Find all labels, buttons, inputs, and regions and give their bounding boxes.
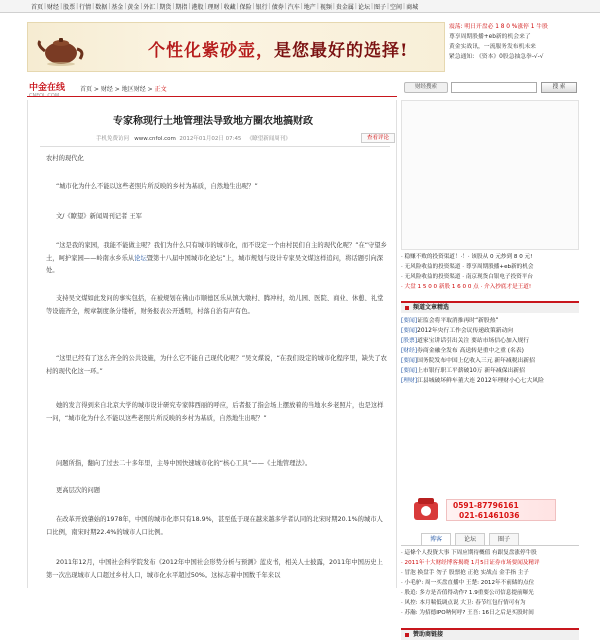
nav-separator: | (300, 2, 303, 10)
nav-separator: | (252, 2, 255, 10)
phone-icon (411, 496, 441, 524)
article-paragraph: 问题所指，翻向了过去二十多年里，主导中国快速城市化的“核心工具”——《土地管理法》。 (56, 460, 312, 467)
blog-list (401, 548, 579, 618)
nav-link[interactable]: 商城 (406, 3, 419, 11)
ad-link[interactable]: 紧急通知: 《资本》0股急抽急拳-√-√ (449, 54, 544, 60)
sidebar-ad-slot (401, 100, 579, 250)
list-item[interactable]: [股票]道家宝讲话引出关注 要站市场信心加入规行 (401, 338, 530, 344)
search-input[interactable] (451, 82, 537, 93)
nav-link[interactable]: 视频 (319, 3, 332, 11)
nav-link[interactable]: 地产 (303, 3, 316, 11)
breadcrumb: 首页 > 财经 > 地区财经 > 正文 (80, 86, 167, 93)
article-paragraph: 2011年12月，中国社会科学院发布《2012年中国社会形势分析与预测》蓝皮书，相关人士披露，2011年中国历史上第一次出现城市人口超过乡村人口，城市化水平超过50%。这标志着中国数千年来以 (46, 559, 383, 579)
list-item[interactable]: · 风控: 本月喘低调点说 大卫: 春节红包行情可有为 (401, 600, 526, 606)
view-comments-button[interactable]: 查看评论 (361, 133, 395, 143)
list-item[interactable]: · 小毛驴: 周一买盘直播中 王楚: 2012年不前储的点位 (401, 580, 535, 586)
nav-separator: | (268, 2, 271, 10)
teapot-image (36, 29, 86, 67)
hotline-number: 021-61461036 (459, 511, 520, 520)
nav-link[interactable]: 数据 (95, 3, 108, 11)
list-item[interactable]: · 這條个人投資大事 下周应期待概值 有跟复盘涨停牛股 (401, 550, 537, 556)
crumb-finance[interactable]: 财经 (100, 86, 113, 93)
list-item[interactable]: · 冒泡 换盘手 勿子 股票抢 正抢 实战点 金手指 主子 (401, 570, 529, 576)
crumb-region[interactable]: 地区财经 (121, 86, 146, 93)
list-item[interactable]: · 苏瀚: 为招德IPO呐何呼? 王吾: 16日之后是买股时间 (401, 610, 534, 616)
section-header-articles: 频道文章精选 (401, 301, 579, 313)
nav-separator: | (370, 2, 373, 10)
ticker-link[interactable]: · 稳赚不败的投资渠道！·！· 该股从 0 元炒到 8 0 元! (401, 254, 533, 260)
search-bar (404, 81, 579, 95)
nav-separator: | (316, 2, 319, 10)
nav-link[interactable]: 财经 (47, 3, 60, 11)
article-paragraph: 她的发言得到来自北京大学的城市设计研究专家韩西丽的呼应，后者报了指会场上摆放着的当地水乡老照片，也是这样一问，“城市化为什么不能以这些老照片所反映的乡村为基质，自然地生出呢？” (46, 402, 384, 422)
hotline-number: 0591-87796161 (453, 501, 519, 510)
article-source: 《瞭望新闻周刊》 (246, 136, 291, 142)
nav-link[interactable]: 图子 (373, 3, 386, 11)
list-item[interactable]: · 股追: 多方是否值得动作? 1.9重要公司信息提前曝光 (401, 590, 534, 596)
publish-date: 2012年01月02日 07:45 (179, 136, 242, 142)
nav-link[interactable]: 外汇 (143, 3, 156, 11)
article-paragraph: 在改革开放肇始的1978年，中国的城市化率只有18.9%，甚至低于现在越来越多学者认同的北宋时期20.1%的城市人口比例，南宋时期22.4%的城市人口比例。 (46, 516, 383, 536)
article-paragraph: 文/《瞭望》新闻周刊记者 王军 (56, 213, 142, 220)
search-button[interactable]: 搜 索 (541, 82, 577, 93)
article-body (27, 100, 397, 588)
ad-link[interactable]: 震荡: 明日开盘必 1 8 0 %涨停 1 牛股 (449, 24, 548, 30)
sidebar-tabs (401, 533, 579, 546)
nav-link[interactable]: 论坛 (357, 3, 370, 11)
divider (40, 146, 390, 147)
article-paragraph: “城市化为什么不能以这些老照片所反映的乡村为基质，自然地生出呢？” (56, 183, 258, 190)
nav-separator: | (403, 2, 406, 10)
nav-link[interactable]: 贵金属 (335, 3, 354, 11)
nav-separator: | (332, 2, 335, 10)
nav-separator: | (44, 2, 47, 10)
mobile-link[interactable]: 手机免费访问 (96, 136, 130, 142)
crumb-home[interactable]: 首页 (80, 86, 93, 93)
ad-banner[interactable] (27, 22, 445, 72)
nav-separator: | (172, 2, 175, 10)
ad-text-links[interactable] (449, 22, 579, 72)
nav-link[interactable]: 收藏 (223, 3, 236, 11)
banner-headline: 个性化紫砂壶，是您最好的选择! (148, 41, 409, 61)
forum-link[interactable]: 论坛 (134, 254, 147, 262)
nav-link[interactable]: 保险 (239, 3, 252, 11)
nav-link[interactable]: 期货 (159, 3, 172, 11)
nav-separator: | (354, 2, 357, 10)
nav-link[interactable]: 股票 (63, 3, 76, 11)
article-paragraph: 支持吴文煤如此发问的事实包括，在被规划在佛山市顺德区乐从镇大墩村、腾冲村，幼儿园、医院、商业、休憩、礼堂等设施齐全，规章制度条分缕析，财务报表公开透明，村落自治有声有色。 (46, 295, 384, 315)
tab-circle[interactable]: 圈子 (489, 533, 519, 545)
list-item[interactable]: · 2011年十大财经博客揭晓 1月5日证券市场要闻及精评 (401, 560, 540, 566)
tab-blog[interactable]: 博客 (421, 533, 451, 545)
nav-link[interactable]: 首页 (31, 3, 44, 11)
article-paragraph: “这里已经有了这么齐全的公共设施，为什么它不能自己现代化呢？”吴文煤说，“在我们设定的城市化程序里，缺失了农村的现代化这一环。” (46, 355, 387, 375)
article-subheading: 更高层次的问题 (56, 487, 101, 494)
site-url[interactable]: www.cnfol.com (134, 136, 176, 142)
section-header-sponsor: 赞助商链接 (401, 628, 579, 640)
article-meta (96, 134, 291, 142)
hotline-box (446, 499, 556, 521)
nav-link[interactable]: 基金 (111, 3, 124, 11)
article-list (401, 316, 579, 386)
right-sidebar (401, 100, 579, 638)
list-item[interactable]: [要闻]证监会将平取消推再时“新股热” (401, 318, 499, 324)
list-item[interactable]: [财经]券商金融全发布 高送转是重中之重 (名表) (401, 348, 524, 354)
nav-link[interactable]: 黄金 (127, 3, 140, 11)
nav-separator: | (140, 2, 143, 10)
nav-link[interactable]: 汽车 (287, 3, 300, 11)
ticker-link[interactable]: · 大盘 1 5 0 0 新股 1 6 0 0 点 · 介入抄底才是王道! (401, 284, 532, 290)
list-item[interactable]: [要闻]上市银行职工平薪破10万 新年减保出新招 (401, 368, 525, 374)
ad-link[interactable]: 尊享周期股播+eb新的机会来了 (449, 34, 531, 40)
list-item[interactable]: [理财]江县城破坏鲜车董大连 2012年理财小心七大风险 (401, 378, 544, 384)
ticker-link[interactable]: · 无风险收益的投资渠道 · 南京现货白银电子投资平台 (401, 274, 533, 280)
article-paragraph: 农村的现代化 (46, 155, 84, 162)
list-item[interactable]: [要闻]国务院发布中国上亿收入三元 新年减税出新招 (401, 358, 535, 364)
nav-separator: | (284, 2, 287, 10)
nav-separator: | (92, 2, 95, 10)
site-logo[interactable]: 中金在线 (29, 83, 66, 93)
bullet-icon (405, 306, 409, 310)
nav-link[interactable]: 理财 (207, 3, 220, 11)
nav-link[interactable]: 空间 (390, 3, 403, 11)
nav-link[interactable]: 行情 (79, 3, 92, 11)
nav-separator: | (204, 2, 207, 10)
bullet-icon (405, 633, 409, 637)
sidebar-ticker (401, 252, 579, 292)
ticker-link[interactable]: · 无风险收益的投资渠道 · 尊享周期股播+eb新的机会 (401, 264, 534, 270)
search-type-select[interactable]: 财经搜索 (404, 82, 448, 93)
article-paragraph: “这是我的家园，我能不能做主呢？我们为什么只有城市的城市化，而不设定一个由村民们自主的现代化呢？”在“守望乡土，呵护家园——岭南水乡乐从论坛暨第十八届中国城市化论坛”上，城市规划与设计专家吴文煤这样追问，将话题引向深处。 (46, 242, 387, 274)
nav-separator: | (156, 2, 159, 10)
nav-separator: | (60, 2, 63, 10)
divider (27, 96, 397, 97)
ad-link[interactable]: 黄金实战讯，一流服务发布机未来 (449, 44, 536, 50)
nav-link[interactable]: 银行 (255, 3, 268, 11)
nav-link[interactable]: 港股 (191, 3, 204, 11)
nav-separator: | (76, 2, 79, 10)
nav-separator: | (387, 2, 390, 10)
article-title: 专家称现行土地管理法导致地方圈农地搞财政 (113, 116, 313, 127)
nav-separator: | (220, 2, 223, 10)
list-item[interactable]: [要闻]2012年央行工作会议传递政策新动向 (401, 328, 514, 334)
nav-link[interactable]: 债券 (271, 3, 284, 11)
nav-separator: | (188, 2, 191, 10)
crumb-current: 正文 (154, 86, 167, 93)
nav-separator: | (236, 2, 239, 10)
nav-separator: | (124, 2, 127, 10)
nav-separator: | (108, 2, 111, 10)
nav-link[interactable]: 期指 (175, 3, 188, 11)
tab-forum[interactable]: 论坛 (455, 533, 485, 545)
top-nav (0, 0, 600, 13)
